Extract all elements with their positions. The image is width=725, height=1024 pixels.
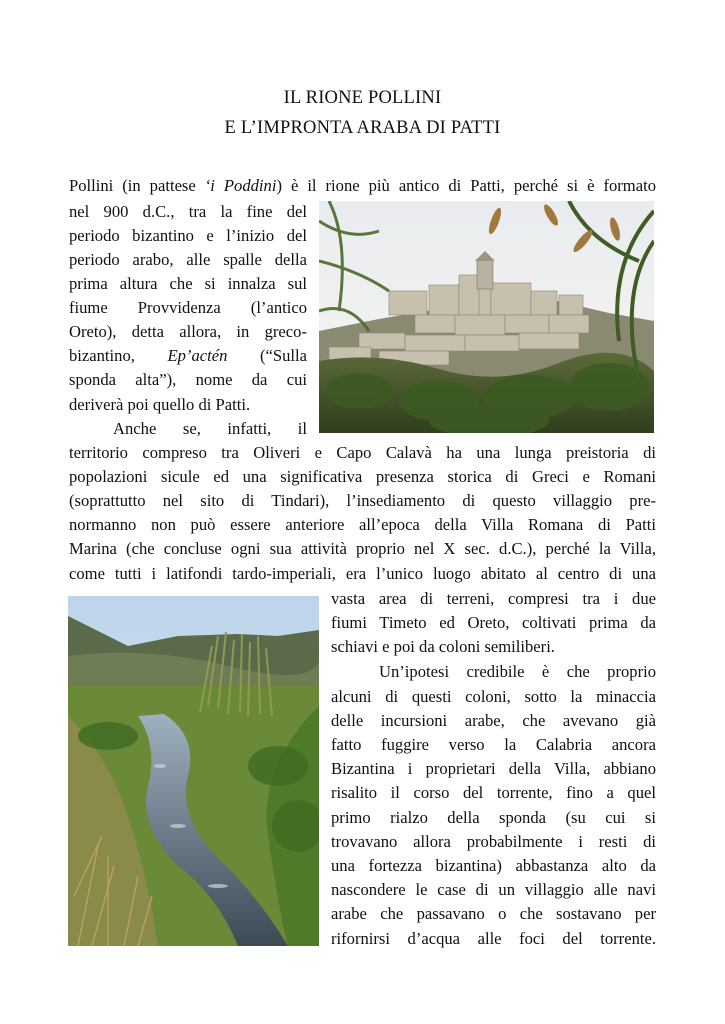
paragraph-line: Bizantina i proprietari della Villa, abbiano [331,759,656,778]
paragraph-line: fiumi Timeto ed Oreto, coltivati prima da [331,613,656,632]
text-segment: bizantino, [69,346,168,365]
text-segment: Pollini (in pattese [69,176,205,195]
paragraph-line: Anche se, infatti, il [113,419,307,438]
paragraph-line: prima altura che si innalza sul [69,274,307,293]
paragraph-line: Marina (che concluse ogni sua attività proprio nel X sec. d.C.), perché la Villa, [69,539,656,558]
paragraph-line: (soprattutto nel sito di Tindari), l’insediamento di questo villaggio pre- [69,491,656,510]
paragraph-line [69,344,307,368]
paragraph-line: risalito il corso del torrente, fino a quel [331,783,656,802]
page-title-line-1: IL RIONE POLLINI [283,88,442,108]
paragraph-line: una fortezza bizantina) abbastanza alto da [331,856,656,875]
photo-torrent-stream [68,596,319,946]
paragraph-line: nascondere le case di un villaggio alle navi [331,880,656,899]
paragraph-line: Un’ipotesi credibile è che proprio [379,662,656,681]
paragraph-line: normanno non può essere anteriore all’epoca della Villa Romana di Patti [69,515,656,534]
paragraph-line: alcuni di questi coloni, sotto la minaccia [331,687,656,706]
paragraph-line [69,174,656,198]
paragraph-line: popolazioni sicule ed una significativa presenza storica di Greci e Romani [69,467,656,486]
paragraph-line: sponda alta”), nome da cui [69,370,307,389]
paragraph-line: primo rialzo della sponda (su cui si [331,808,656,827]
dialect-term: ‘i Poddini [204,176,277,195]
paragraph-line: territorio compreso tra Oliveri e Capo Calavà ha una lunga preistoria di [69,443,656,462]
greek-term: Ep’actén [167,346,228,365]
paragraph-line: trovavano allora probabilmente i resti di [331,832,656,851]
page-title-line-2: E L’IMPRONTA ARABA DI PATTI [224,118,501,138]
photo-patti-hilltop-town [319,201,654,433]
paragraph-line: deriverà poi quello di Patti. [69,395,251,414]
paragraph-line: Oreto), detta allora, in greco- [69,322,307,341]
paragraph-line: schiavi e poi da coloni semiliberi. [331,637,555,656]
paragraph-line: delle incursioni arabe, che avevano già [331,711,656,730]
paragraph-line: vasta area di terreni, compresi tra i due [331,589,656,608]
text-segment: ) è il rione più antico di Patti, perché si è formato [276,176,656,195]
paragraph-line: rifornirsi d’acqua alle foci del torrente. [331,929,656,948]
paragraph-line: arabe che passavano o che sostavano per [331,904,656,923]
paragraph-line: periodo bizantino e l’inizio del [69,226,307,245]
paragraph-line: nel 900 d.C., tra la fine del [69,202,307,221]
paragraph-line: periodo arabo, alle spalle della [69,250,307,269]
photo-torrent-stream-image [68,596,319,946]
paragraph-line: fatto fuggire verso la Calabria ancora [331,735,656,754]
paragraph-line: fiume Provvidenza (l’antico [69,298,307,317]
paragraph-line: come tutti i latifondi tardo-imperiali, era l’unico luogo abitato al centro di una [69,564,656,583]
photo-patti-hilltop-town-image [319,201,654,433]
text-segment: (“Sulla [227,346,307,365]
